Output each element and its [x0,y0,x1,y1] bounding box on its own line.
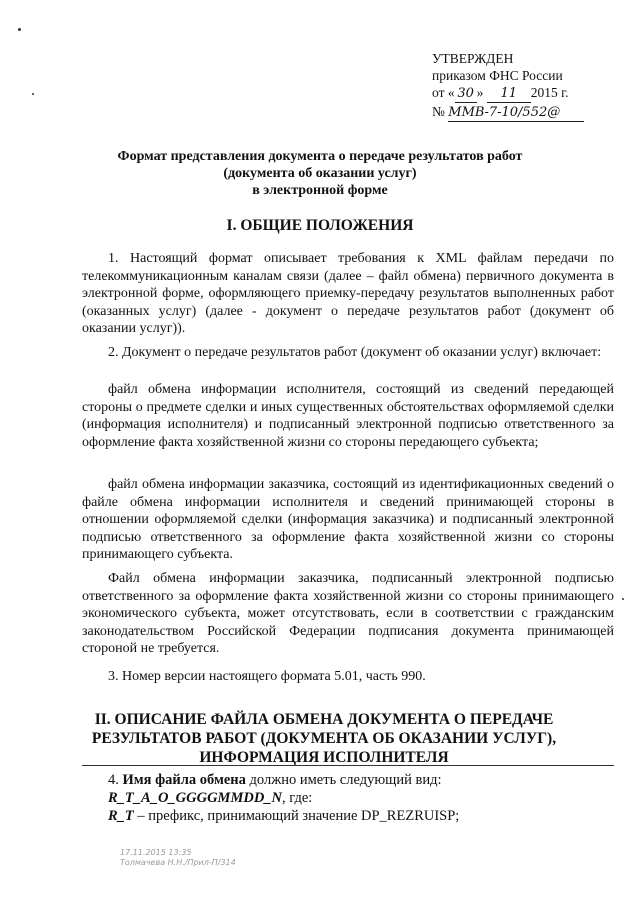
date-year: 2015 г. [530,85,569,100]
prefix-code: R_T [108,808,134,824]
item-4-rest: должно иметь следующий вид: [249,772,442,788]
document-title [80,148,560,199]
scan-speck [622,598,624,600]
scan-speck [18,28,21,31]
paragraph-5: Файл обмена информации заказчика, подписанный электронной подписью ответственного за оформление факта хозяйственной жизни со стороны принимающего экономического субъекта, может отсутствовать, если в соответствии с гражданским законодательством Российской Федерации подписания документа принимающей стороной не требуется. [82,571,614,657]
scan-stamp [120,848,236,868]
section-2-heading [80,710,568,767]
approval-line-2: приказом ФНС России [432,68,563,83]
title-line-3: в электронной форме [252,183,388,198]
number-prefix: № [432,104,445,119]
file-name-pattern-line [108,790,312,808]
title-line-2: (документа об оказании услуг) [223,166,417,181]
approval-block [432,50,584,122]
item-4-line [108,772,442,790]
prefix-description: – префикс, принимающий значение DP_REZRUISP; [137,808,460,824]
section-2-line-3: ИНФОРМАЦИЯ ИСПОЛНИТЕЛЯ [199,749,449,766]
title-line-1: Формат представления документа о передаче результатов работ [117,149,523,164]
scan-speck [32,93,34,95]
paragraph-6: 3. Номер версии настоящего формата 5.01, часть 990. [108,669,426,684]
approval-line-1: УТВЕРЖДЕН [432,51,514,66]
section-2-line-1: II. ОПИСАНИЕ ФАЙЛА ОБМЕНА ДОКУМЕНТА О ПЕРЕДАЧЕ [94,711,554,728]
paragraph-3: файл обмена информации исполнителя, состоящий из сведений передающей стороны о предмете сделки и иных существенных обстоятельствах оформляемой сделки (информация исполнителя) и подписанный электронной подписью ответственного за оформление факта хозяйственной жизни со стороны передающего субъекта; [82,382,614,450]
order-number: ММВ-7-10/552@ [448,104,584,122]
paragraph-1: 1. Настоящий формат описывает требования к XML файлам передачи по телекоммуникационным каналам связи (далее – файл обмена) первичного документа в электронной форме, оформляющего приемку-передачу результатов выполненных работ (оказанных услуг) (далее - документ о передаче результатов работ (документ об оказании услуг)). [82,251,614,337]
stamp-line-2: Толмачева Н.Н./Прил-П/314 [120,858,236,867]
file-name-pattern: R_T_A_O_GGGGMMDD_N [108,790,283,806]
approval-date [432,84,584,103]
approval-number [432,103,584,122]
date-day: 30 [455,85,477,103]
date-mid: » [476,85,484,100]
section-2-line-2: РЕЗУЛЬТАТОВ РАБОТ (ДОКУМЕНТА ОБ ОКАЗАНИИ УСЛУГ), [91,730,557,747]
date-prefix: от « [432,85,455,100]
file-name-pattern-rest: , где: [282,790,313,806]
prefix-line [108,808,459,826]
paragraph-2: 2. Документ о передаче результатов работ (документ об оказании услуг) включает: [108,345,602,360]
item-4-number: 4. [108,772,119,788]
stamp-line-1: 17.11.2015 13:35 [120,848,192,857]
section-1-heading: I. ОБЩИЕ ПОЛОЖЕНИЯ [226,217,414,234]
section-2-underline [82,765,614,766]
date-month: 11 [487,85,531,103]
file-name-label: Имя файла обмена [122,772,246,788]
paragraph-4: файл обмена информации заказчика, состоящий из идентификационных сведений о файле обмена информации исполнителя и сведений принимающей стороны в отношении оформляемой сделки (информация заказчика) и подписанный электронной подписью ответственного за оформление факта хозяйственной жизни со стороны принимающего субъекта. [82,477,614,563]
